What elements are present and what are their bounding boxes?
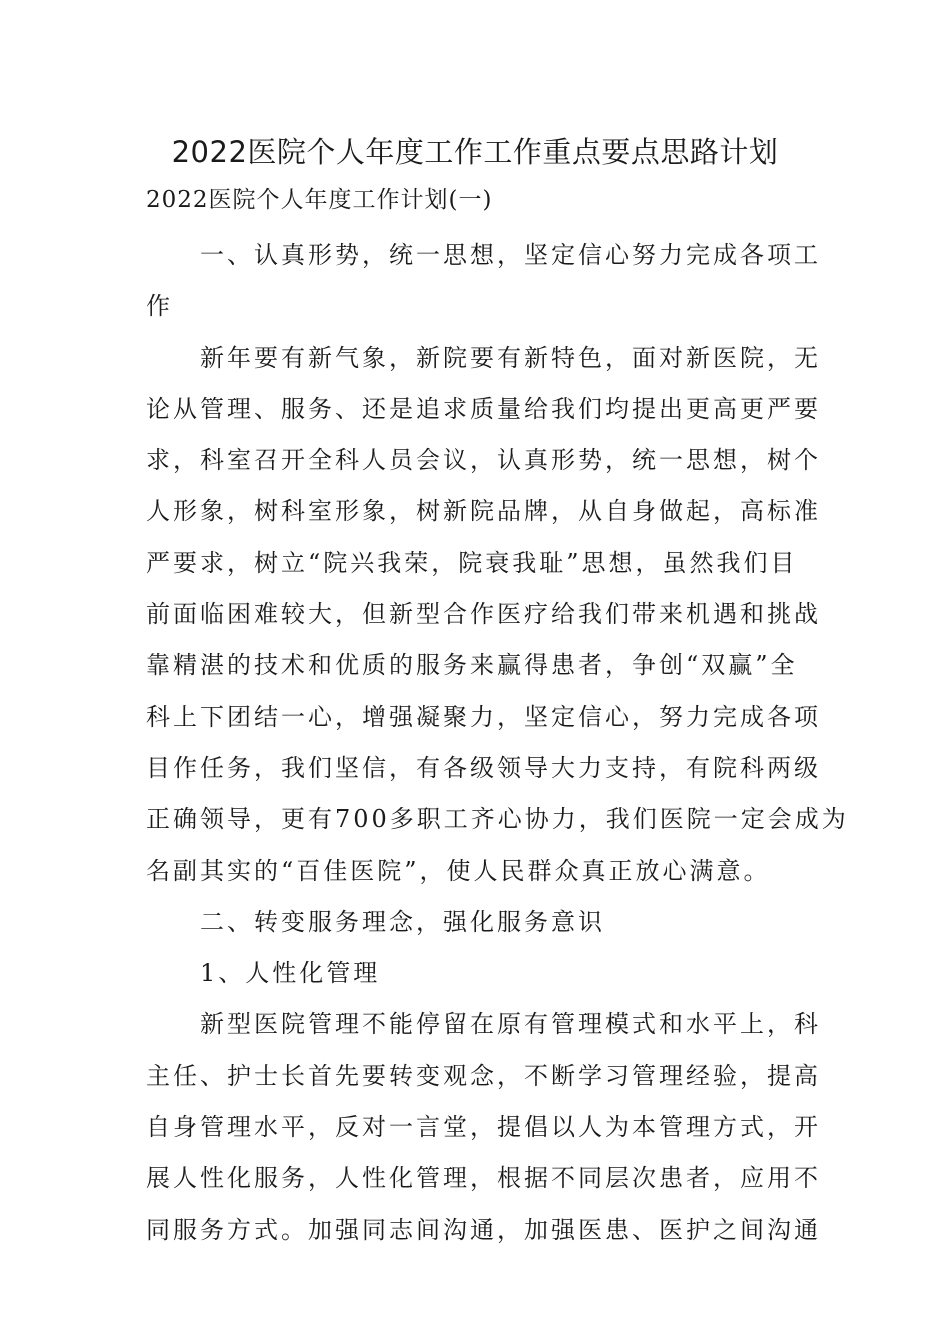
text-line: 展人性化服务，人性化管理，根据不同层次患者，应用不: [146, 1164, 821, 1193]
text-line: 严要求，树立“院兴我荣，院衰我耻”思想，虽然我们目: [146, 548, 798, 577]
document-title: 2022医院个人年度工作工作重点要点思路计划: [171, 135, 779, 169]
text-line: 正确领导，更有700多职工齐心协力，我们医院一定会成为: [146, 805, 849, 834]
text-line: 人形象，树科室形象，树新院品牌，从自身做起，高标准: [146, 497, 821, 526]
text-line: 靠精湛的技术和优质的服务来赢得患者，争创“双赢”全: [146, 651, 798, 680]
text-line: 作: [146, 292, 173, 321]
text-line: 目作任务，我们坚信，有各级领导大力支持，有院科两级: [146, 753, 821, 782]
text-line: 求，科室召开全科人员会议，认真形势，统一思想，树个: [146, 446, 821, 475]
text-line: 自身管理水平，反对一言堂，提倡以人为本管理方式，开: [146, 1113, 821, 1142]
text-line: 论从管理、服务、还是追求质量给我们均提出更高更严要: [146, 394, 821, 423]
text-line: 名副其实的“百佳医院”，使人民群众真正放心满意。: [146, 856, 771, 885]
text-line: 同服务方式。加强同志间沟通，加强医患、医护之间沟通: [146, 1215, 821, 1244]
document-subtitle: 2022医院个人年度工作计划(一): [146, 187, 493, 213]
paragraph-start: 新型医院管理不能停留在原有管理模式和水平上，科: [200, 1010, 821, 1039]
section-heading-2: 二、转变服务理念，强化服务意识: [200, 907, 605, 936]
document-body: [146, 230, 849, 1256]
section-heading-1: 一、认真形势，统一思想，坚定信心努力完成各项工: [200, 241, 821, 269]
text-line: 科上下团结一心，增强凝聚力，坚定信心，努力完成各项: [146, 702, 821, 731]
text-line: 前面临困难较大，但新型合作医疗给我们带来机遇和挑战: [146, 600, 821, 629]
paragraph-start: 新年要有新气象，新院要有新特色，面对新医院，无: [200, 343, 821, 372]
text-line: 主任、护士长首先要转变观念，不断学习管理经验，提高: [146, 1061, 821, 1090]
subsection-heading: 1、人性化管理: [200, 959, 381, 988]
